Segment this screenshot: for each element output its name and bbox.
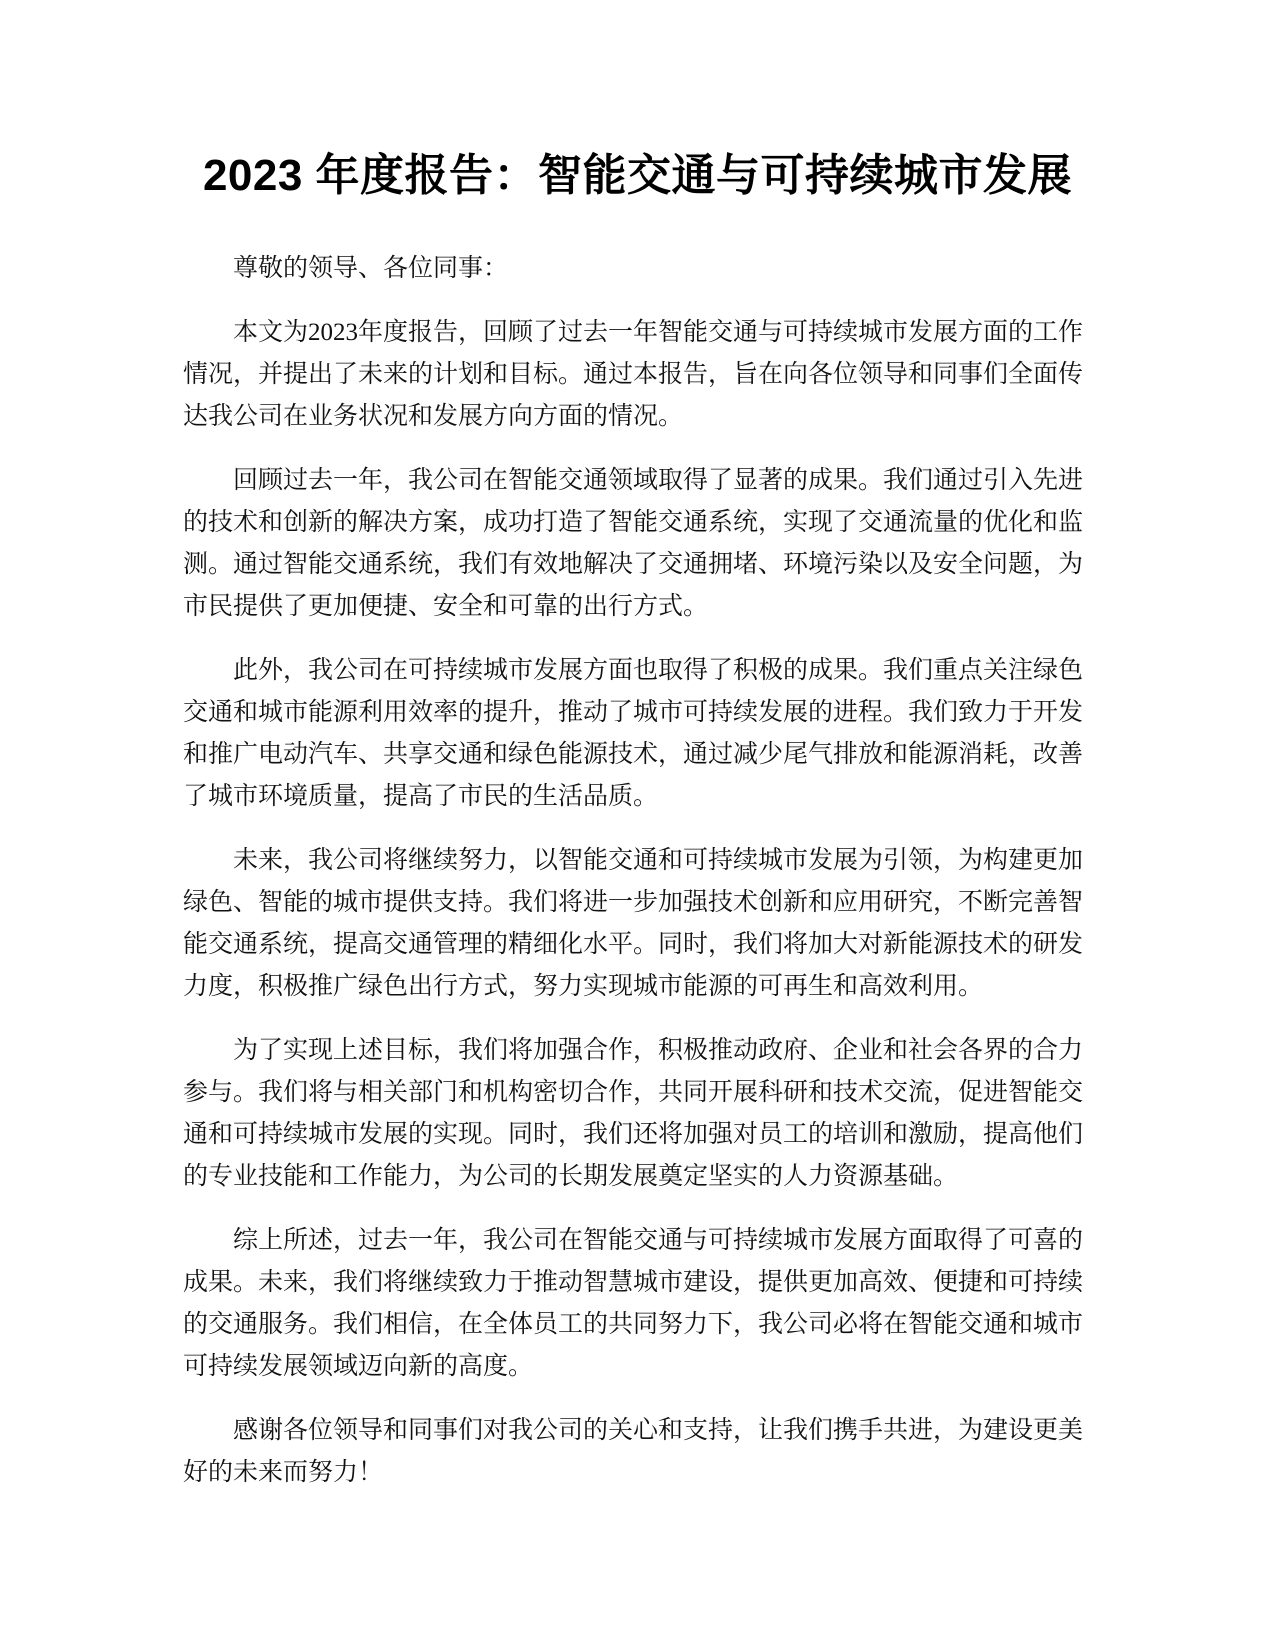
document-title: 2023 年度报告：智能交通与可持续城市发展 [202,151,1073,200]
body-paragraph: 回顾过去一年，我公司在智能交通领域取得了显著的成果。我们通过引入先进的技术和创新的解决方案，成功打造了智能交通系统，实现了交通流量的优化和监测。通过智能交通系统，我们有效地解决了交通拥堵、环境污染以及安全问题，为市民提供了更加便捷、安全和可靠的出行方式。 [183,467,1084,620]
body-paragraph: 综上所述，过去一年，我公司在智能交通与可持续城市发展方面取得了可喜的成果。未来，我们将继续致力于推动智慧城市建设，提供更加高效、便捷和可持续的交通服务。我们相信，在全体员工的共同努力下，我公司必将在智能交通和城市可持续发展领域迈向新的高度。 [183,1227,1084,1380]
body-paragraph: 为了实现上述目标，我们将加强合作，积极推动政府、企业和社会各界的合力参与。我们将与相关部门和机构密切合作，共同开展科研和技术交流，促进智能交通和可持续城市发展的实现。同时，我们还将加强对员工的培训和激励，提高他们的专业技能和工作能力，为公司的长期发展奠定坚实的人力资源基础。 [183,1037,1084,1190]
body-paragraph: 本文为2023年度报告，回顾了过去一年智能交通与可持续城市发展方面的工作情况，并提出了未来的计划和目标。通过本报告，旨在向各位领导和同事们全面传达我公司在业务状况和发展方向方面的情况。 [183,319,1084,430]
closing-paragraph: 感谢各位领导和同事们对我公司的关心和支持，让我们携手共进，为建设更美好的未来而努力！ [183,1417,1084,1486]
document-body [183,248,1083,1516]
salutation-paragraph: 尊敬的领导、各位同事： [233,255,509,282]
body-paragraph: 未来，我公司将继续努力，以智能交通和可持续城市发展为引领，为构建更加绿色、智能的城市提供支持。我们将进一步加强技术创新和应用研究，不断完善智能交通系统，提高交通管理的精细化水平。同时，我们将加大对新能源技术的研发力度，积极推广绿色出行方式，努力实现城市能源的可再生和高效利用。 [183,847,1084,1000]
body-paragraph: 此外，我公司在可持续城市发展方面也取得了积极的成果。我们重点关注绿色交通和城市能源利用效率的提升，推动了城市可持续发展的进程。我们致力于开发和推广电动汽车、共享交通和绿色能源技术，通过减少尾气排放和能源消耗，改善了城市环境质量，提高了市民的生活品质。 [183,657,1084,810]
